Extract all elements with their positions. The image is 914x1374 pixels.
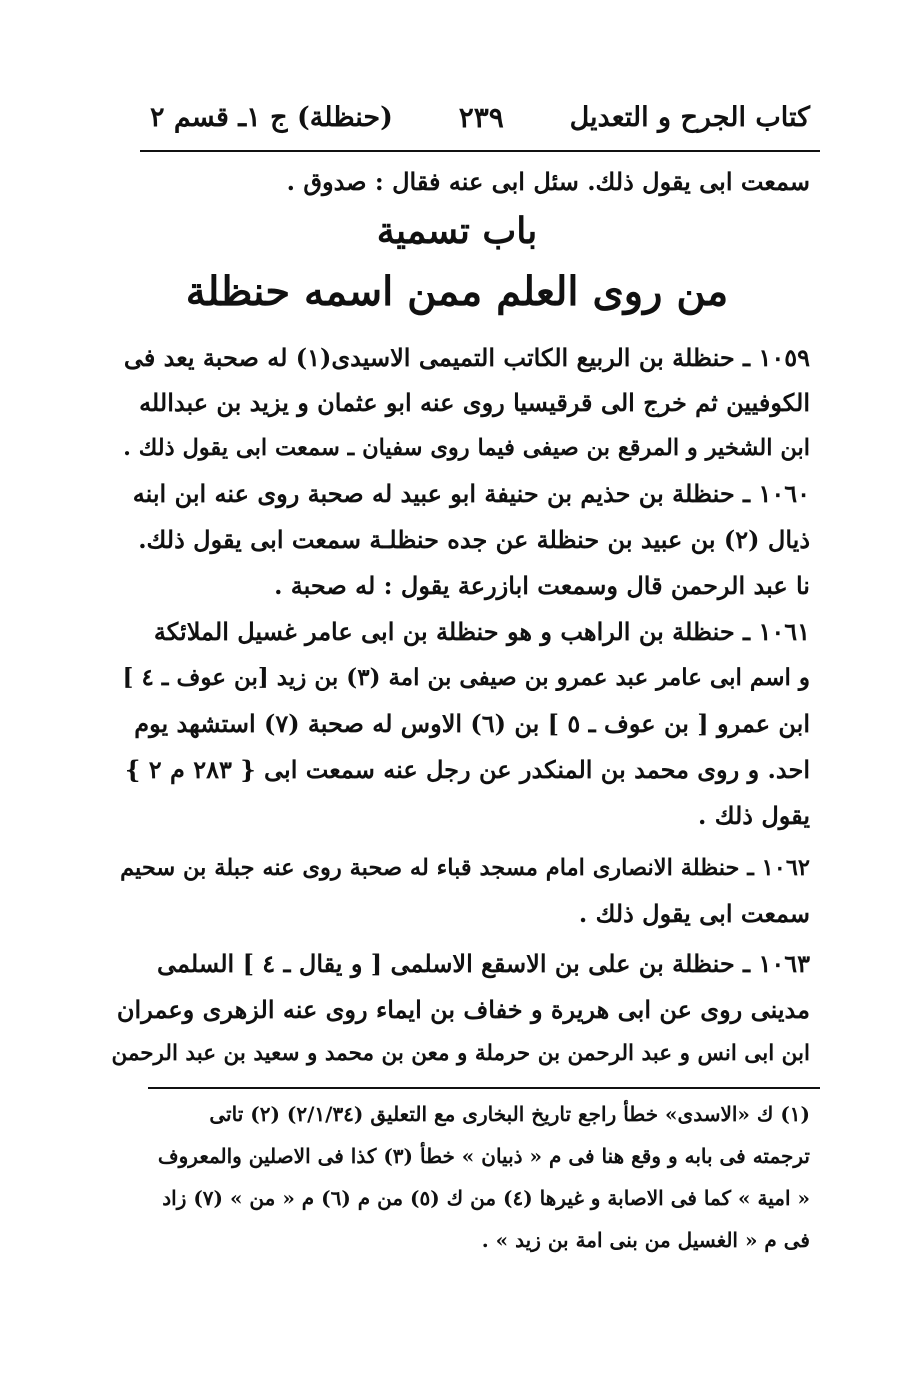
footnote-line: « امية » كما فى الاصابة و غيرها (٤) من ك (٥) من م (٦) م « من » (٧) زاد [162,1186,810,1210]
footnote-line: فى م « الغسيل من بنى امة بن زيد » . [481,1228,810,1252]
chapter-title-line-1: باب تسمية [376,210,538,252]
page-number: ٢٣٩ [458,100,504,134]
body-line: ١٠٦٢ ـ حنظلة الانصارى امام مسجد قباء له صحبة روى عنه جبلة بن سحيم [120,855,810,881]
running-header [150,92,810,142]
book-title: كتاب الجرح و التعديل [569,101,810,133]
section-label: (حنظلة) ج ١ـ قسم ٢ [150,101,393,133]
body-line: احد. و روى محمد بن المنكدر عن رجل عنه سمعت ابى { ٢٨٣ م ٢ } [124,755,810,784]
body-line: نا عبد الرحمن قال وسمعت ابازرعة يقول : له صحبة . [274,571,810,600]
body-line: ١٠٥٩ ـ حنظلة بن الربيع الكاتب التميمى الاسيدى(١) له صحبة يعد فى [123,343,810,372]
body-line: الكوفيين ثم خرج الى قرقيسيا روى عنه ابو عثمان و يزيد بن عبدالله [139,388,810,417]
opening-line: سمعت ابى يقول ذلك. سئل ابى عنه فقال : صدوق . [286,167,810,196]
body-line: يقول ذلك . [698,801,810,830]
header-rule [140,150,820,152]
body-line: ١٠٦١ ـ حنظلة بن الراهب و هو حنظلة بن ابى عامر غسيل الملائكة [153,617,810,646]
body-line: ابن ابى انس و عبد الرحمن بن حرملة و معن بن محمد و سعيد بن عبد الرحمن [111,1041,810,1066]
body-line: مدينى روى عن ابى هريرة و خفاف بن ايماء روى عنه الزهرى وعمران [116,995,810,1024]
footnote-rule [148,1087,820,1089]
body-line: سمعت ابى يقول ذلك . [578,899,810,928]
body-line: ابن عمرو [ بن عوف ـ ٥ ] بن (٦) الاوس له صحبة (٧) استشهد يوم [134,709,810,738]
body-line: ١٠٦٠ ـ حنظلة بن حذيم بن حنيفة ابو عبيد له صحبة روى عنه ابن ابنه [132,479,810,508]
chapter-title-line-2: من روى العلم ممن اسمه حنظلة [185,268,729,315]
footnote-line: (١) ك «الاسدى» خطأ راجع تاريخ البخارى مع التعليق (٢/١/٣٤) (٢) تاتى [209,1102,810,1126]
body-line: ذيال (٢) بن عبيد بن حنظلة عن جده حنظلـة سمعت ابى يقول ذلك. [138,525,810,554]
body-line: و اسم ابى عامر عبد عمرو بن صيفى بن امة (٣) بن زيد [بن عوف ـ ٤ ] [122,664,810,691]
body-line: ابن الشخير و المرقع بن صيفى فيما روى سفيان ـ سمعت ابى يقول ذلك . [123,435,810,461]
body-line: ١٠٦٣ ـ حنظلة بن على بن الاسقع الاسلمى [ و يقال ـ ٤ ] السلمى [157,949,810,978]
footnote-line: ترجمته فى بابه و وقع هنا فى م « ذبيان » خطأ (٣) كذا فى الاصلين والمعروف [157,1144,810,1168]
